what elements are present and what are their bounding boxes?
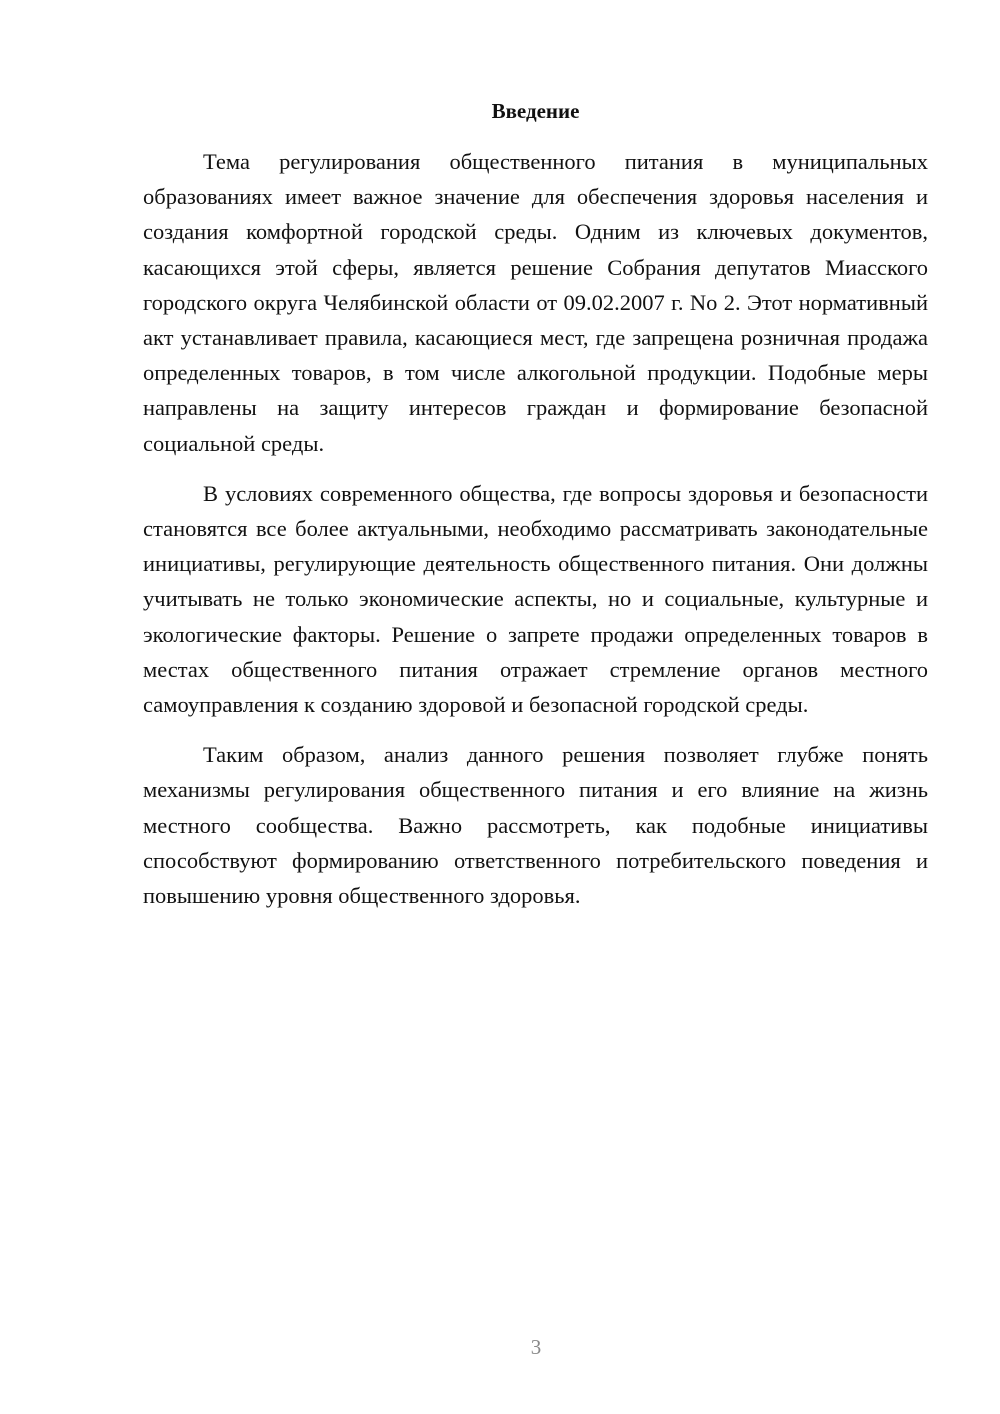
page-number: 3 — [530, 1335, 542, 1359]
paragraph-3: Таким образом, анализ данного решения позволяет глубже понять механизмы регулирования общественного питания и его влияние на жизнь местного сообщества. Важно рассмотреть, как подобные инициативы способствуют формированию ответственного потребительского поведения и повышению уровня общественного здоровья. — [143, 742, 928, 909]
section-heading: Введение — [491, 99, 580, 123]
paragraph-1: Тема регулирования общественного питания в муниципальных образованиях имеет важное значение для обеспечения здоровья населения и создания комфортной городской среды. Одним из ключевых документов, касающихся этой сферы, является решение Собрания депутатов Миасского городского округа Челябинской области от 09.02.2007 г. No 2. Этот нормативный акт устанавливает правила, касающиеся мест, где запрещена розничная продажа определенных товаров, в том числе алкогольной продукции. Подобные меры направлены на защиту интересов граждан и формирование безопасной социальной среды. — [143, 149, 928, 456]
paragraph-2: В условиях современного общества, где вопросы здоровья и безопасности становятся все более актуальными, необходимо рассматривать законодательные инициативы, регулирующие деятельность общественного питания. Они должны учитывать не только экономические аспекты, но и социальные, культурные и экологические факторы. Решение о запрете продажи определенных товаров в местах общественного питания отражает стремление органов местного самоуправления к созданию здоровой и безопасной городской среды. — [143, 480, 928, 718]
page-content — [143, 96, 928, 928]
